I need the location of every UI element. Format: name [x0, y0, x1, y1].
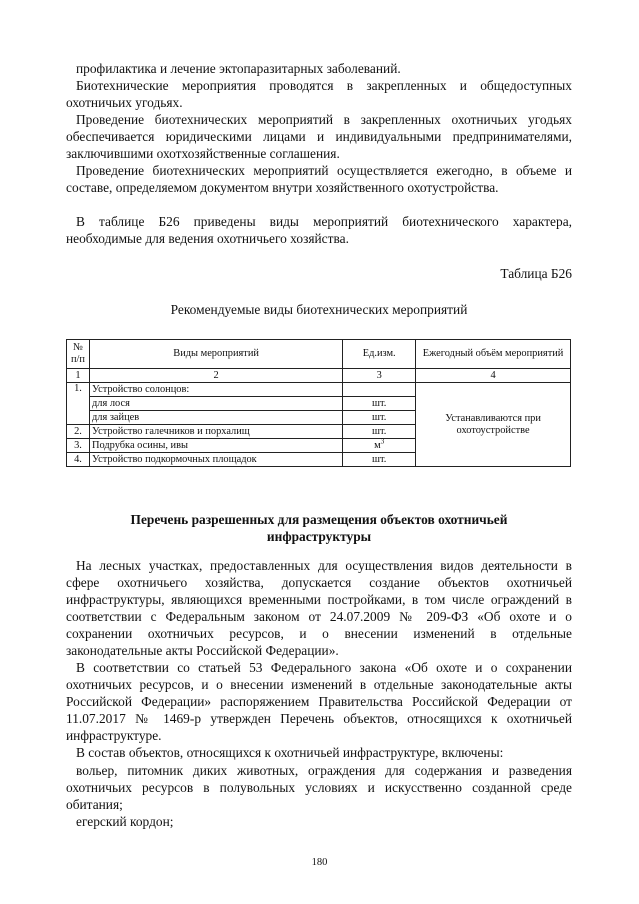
paragraph-10: егерский кордон;	[76, 814, 174, 829]
row-name: Устройство галечников и порхалищ	[89, 425, 342, 439]
table-colnum-row	[67, 369, 571, 383]
paragraph-8: В состав объектов, относящихся к охотничьей инфраструктуре, включены:	[76, 745, 504, 760]
row-name: Подрубка осины, ивы	[89, 439, 342, 453]
row-unit: шт.	[343, 425, 416, 439]
header-num: № п/п	[67, 340, 90, 369]
row-unit: шт.	[343, 453, 416, 467]
header-unit: Ед.изм.	[343, 340, 416, 369]
colnum-2: 2	[89, 369, 342, 383]
row-unit: шт.	[343, 397, 416, 411]
paragraph-4: Проведение биотехнических мероприятий осуществляется ежегодно, в объеме и составе, определяемом документом внутри хозяйственного охотустройства.	[66, 163, 572, 195]
row-num: 2.	[67, 425, 90, 439]
row-name: для зайцев	[89, 411, 342, 425]
table-row	[67, 383, 571, 397]
paragraph-5: В таблице Б26 приведены виды мероприятий биотехнического характера, необходимые для ведения охотничьего хозяйства.	[66, 214, 572, 246]
row-name: Устройство солонцов:	[89, 383, 342, 397]
colnum-1: 1	[67, 369, 90, 383]
section-heading: Перечень разрешенных для размещения объектов охотничьей инфраструктуры	[130, 512, 508, 544]
paragraph-1: профилактика и лечение эктопаразитарных заболеваний.	[76, 61, 401, 76]
row-num: 1.	[67, 383, 90, 425]
colnum-4: 4	[416, 369, 571, 383]
header-activity: Виды мероприятий	[89, 340, 342, 369]
paragraph-6: На лесных участках, предоставленных для осуществления видов деятельности в сфере охотничьего хозяйства, допускается создание объектов охотничьей инфраструктуры, являющихся временными постройками, в том числе ограждений в соответствии с Федеральным законом от 24.07.2009 № 209-ФЗ «Об охоте и о сохранении охотничьих ресурсов, и о внесении изменений в отдельные законодательные акты Российской Федерации».	[66, 558, 572, 658]
row-name: Устройство подкормочных площадок	[89, 453, 342, 467]
unit-superscript: 3	[380, 437, 385, 446]
unit-text: м	[374, 439, 381, 451]
table-title: Рекомендуемые виды биотехнических мероприятий	[170, 302, 468, 317]
paragraph-2: Биотехнические мероприятия проводятся в закрепленных и общедоступных охотничьих угодьях.	[66, 78, 572, 110]
row-unit	[343, 439, 416, 453]
row-unit: шт.	[343, 411, 416, 425]
paragraph-3: Проведение биотехнических мероприятий в закрепленных охотничьих угодьях обеспечивается юридическими лицами и индивидуальными предпринимателями, заключившими охотхозяйственные соглашения.	[66, 112, 572, 161]
volume-cell: Устанавливаются при охотоустройстве	[416, 383, 571, 467]
paragraph-9: вольер, питомник диких животных, ограждения для содержания и разведения охотничьих ресурсов в полувольных условиях и искусственно созданной среде обитания;	[66, 763, 572, 812]
colnum-3: 3	[343, 369, 416, 383]
header-volume: Ежегодный объём мероприятий	[416, 340, 571, 369]
page-number: 180	[311, 857, 328, 868]
activities-table	[66, 339, 571, 467]
table-label: Таблица Б26	[500, 266, 572, 281]
row-name: для лося	[89, 397, 342, 411]
row-unit	[343, 383, 416, 397]
row-num: 3.	[67, 439, 90, 453]
row-num: 4.	[67, 453, 90, 467]
table-header-row	[67, 340, 571, 369]
paragraph-7: В соответствии со статьей 53 Федерального закона «Об охоте и о сохранении охотничьих ресурсов, и о внесении изменений в отдельные законодательные акты Российской Федерации» распоряжением Правительства Российской Федерации от 11.07.2017 № 1469-р утвержден Перечень объектов, относящихся к охотничьей инфраструктуре.	[66, 660, 572, 743]
